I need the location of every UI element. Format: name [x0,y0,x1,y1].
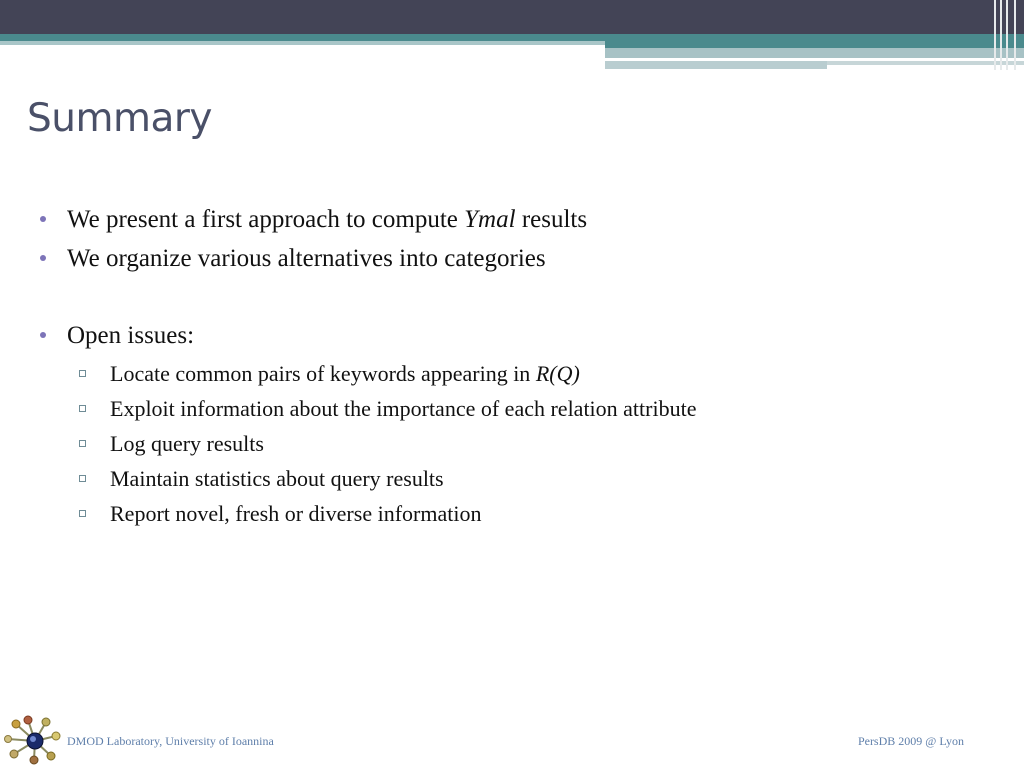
footer-affiliation: DMOD Laboratory, University of Ioannina [67,734,274,748]
sub-bullet-item [110,466,444,492]
header-white-strip [0,45,605,50]
sub-bullet-text: Log query results [110,431,264,456]
square-bullet-icon [79,475,86,482]
bullet-item [67,322,194,350]
sub-bullet-item [110,396,696,422]
molecule-logo-icon [4,714,64,766]
square-bullet-icon [79,510,86,517]
bullet-text-end: results [515,206,588,233]
bullet-text: We present a first approach to compute [67,206,465,233]
bullet-item [67,245,546,273]
bullet-text: We organize various alternatives into categories [67,245,546,272]
sub-bullet-item [110,361,580,387]
header-right-band-lower [605,61,827,69]
dot-bullet-icon [40,255,46,261]
sub-bullet-text: Report novel, fresh or diverse information [110,501,482,526]
dot-bullet-icon [40,216,46,222]
header-right-band [605,48,1024,58]
sub-bullet-item [110,501,481,527]
sub-bullet-item [110,431,264,457]
square-bullet-icon [79,405,86,412]
sub-bullet-text: Exploit information about the importance of each relation attribute [110,396,697,421]
header-dark-band [0,0,1024,34]
bullet-item [67,206,587,234]
header-vertical-lines [992,0,1024,70]
dot-bullet-icon [40,332,46,338]
bullet-text: Open issues: [67,322,195,349]
sub-bullet-text: Locate common pairs of keywords appearing in [110,361,536,386]
footer-event: PersDB 2009 @ Lyon [857,734,964,748]
sub-bullet-emphasis: R(Q) [535,361,580,386]
square-bullet-icon [79,370,86,377]
square-bullet-icon [79,440,86,447]
bullet-emphasis: Ymal [464,206,516,233]
slide-title: Summary [27,96,212,141]
sub-bullet-text: Maintain statistics about query results [110,466,444,491]
